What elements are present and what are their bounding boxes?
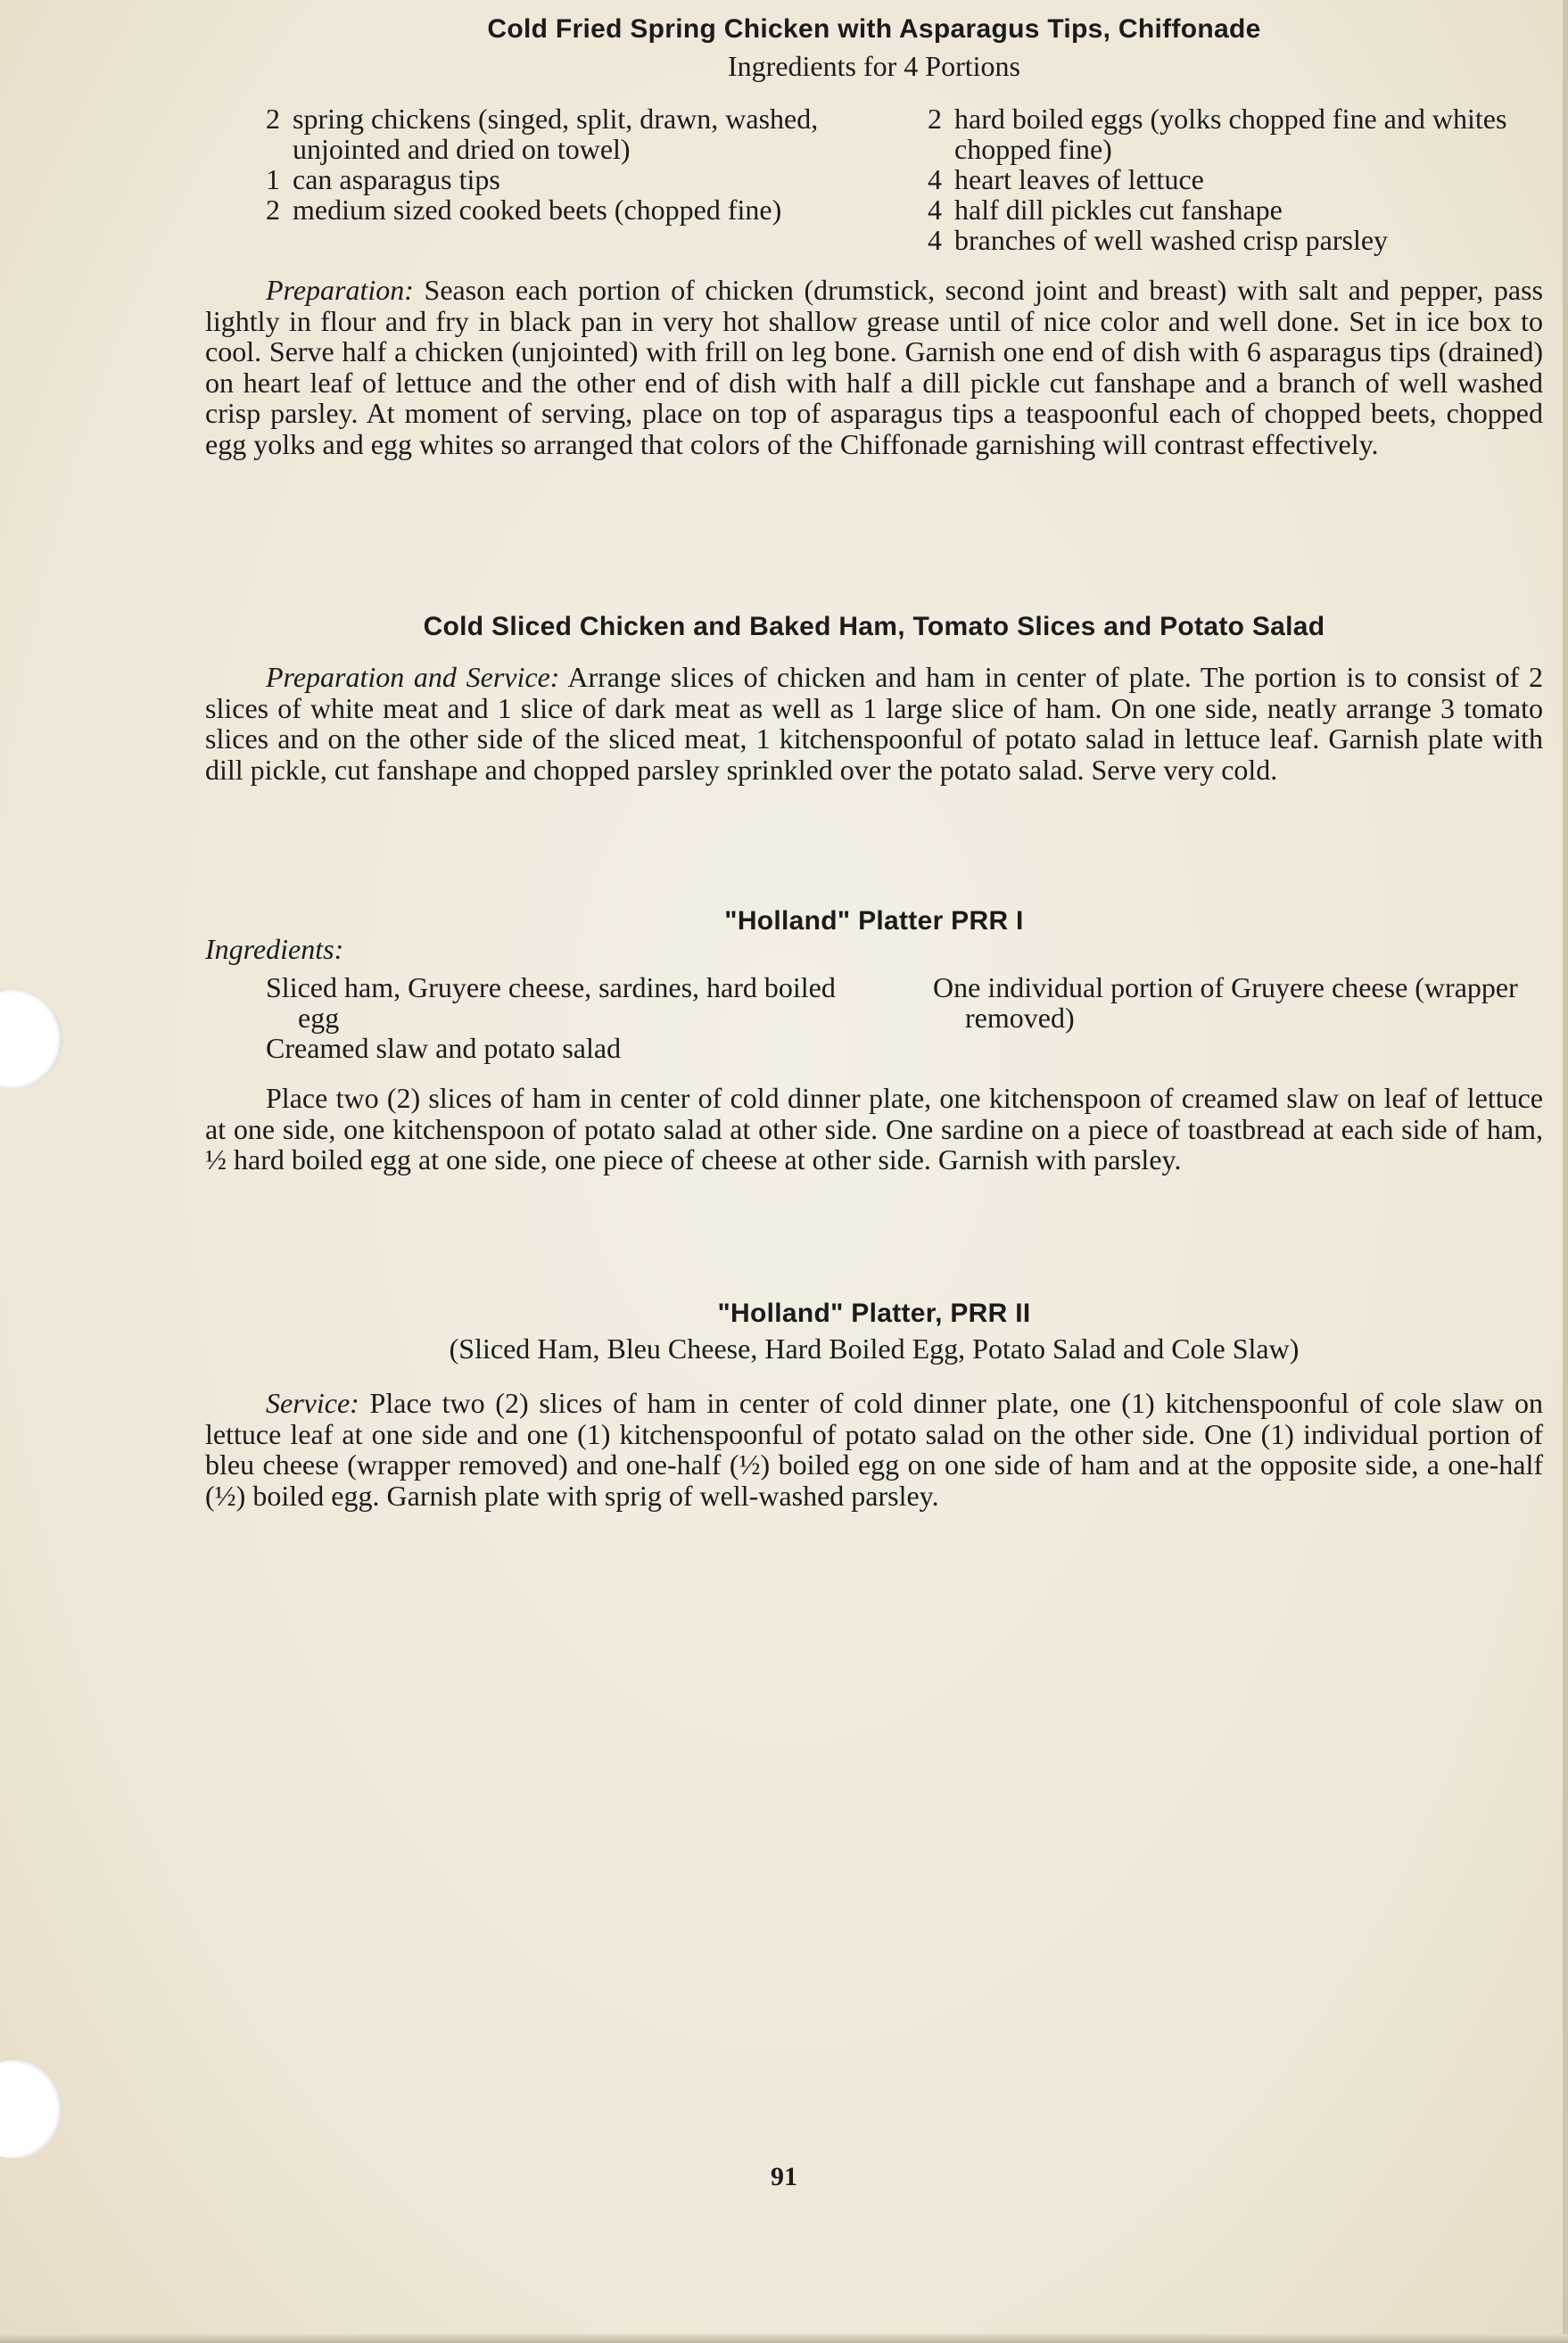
punch-hole-upper xyxy=(0,990,62,1088)
ingredients-right-column xyxy=(928,103,1552,255)
recipe-3-ingredients-left xyxy=(266,972,881,1063)
ingredient-item: One individual portion of Gruyere cheese (wrapper removed) xyxy=(933,971,1518,1034)
preparation-text: Season each portion of chicken (drumstick, second joint and breast) with salt and pepper, pass lightly in flour and fry in black pan in very hot shallow grease until of nice color and well done. Set in ice box to cool. Serve half a chicken (unjointed) with frill on leg bone. Garnish one end of dish with 6 asparagus tips (drained) on heart leaf of lettuce and the other end of dish with half a dill pickle cut fanshape and a branch of well washed crisp parsley. At moment of serving, place on top of asparagus tips a teaspoonful each of chopped beets, chopped egg yolks and egg whites so arranged that colors of the Chiffonade garnishing will contrast effectively. xyxy=(205,274,1543,460)
page-number: 91 xyxy=(771,2162,797,2191)
preparation-label: Preparation: xyxy=(266,274,414,306)
ingredient-item: Sliced ham, Gruyere cheese, sardines, hard boiled egg xyxy=(266,971,836,1034)
ingredient-item: 2 medium sized cooked beets (chopped fine) xyxy=(266,194,782,226)
service-text: Place two (2) slices of ham in center of cold dinner plate, one (1) kitchenspoonful of cole slaw on lettuce leaf at one side and one (1) kitchenspoonful of potato salad on the other side. One (1) individual portion of bleu cheese (wrapper removed) and one-half (½) boiled egg on one side of ham and at the opposite side, a one-half (½) boiled egg. Garnish plate with sprig of well-washed parsley. xyxy=(205,1387,1544,1512)
page-bottom-edge xyxy=(0,2334,1568,2343)
ingredient-item: 2 spring chickens (singed, split, drawn, washed, unjointed and dried on towel) xyxy=(266,103,819,165)
ingredients-left-column xyxy=(266,103,872,225)
recipe-2-title: Cold Sliced Chicken and Baked Ham, Tomato Slices and Potato Salad xyxy=(423,612,1325,641)
punch-hole-lower xyxy=(0,2060,62,2158)
ingredient-item: 4 heart leaves of lettuce xyxy=(928,163,1204,195)
ingredients-label: Ingredients: xyxy=(205,933,344,965)
preparation-label: Preparation and Service: xyxy=(266,661,560,693)
recipe-1-preparation xyxy=(205,275,1543,459)
ingredient-item: 4 branches of well washed crisp parsley xyxy=(928,224,1389,256)
preparation-text: Arrange slices of chicken and ham in center of plate. The portion is to consist of 2 slices of white meat and 1 slice of dark meat as well as 1 large slice of ham. On one side, neatly arrange 3 tomato slices and on the other side of the sliced meat, 1 kitchenspoonful of potato salad in lettuce leaf. Garnish plate with dill pickle, cut fanshape and chopped parsley sprinkled over the potato salad. Serve very cold. xyxy=(205,661,1544,786)
recipe-2-preparation xyxy=(205,662,1543,785)
ingredient-item: Creamed slaw and potato salad xyxy=(266,1032,622,1064)
recipe-4-subtitle: (Sliced Ham, Bleu Cheese, Hard Boiled Egg, Potato Salad and Cole Slaw) xyxy=(449,1332,1300,1365)
recipe-3-ingredients-right xyxy=(933,972,1548,1033)
recipe-1-subtitle: Ingredients for 4 Portions xyxy=(728,50,1020,82)
page-edge xyxy=(1563,0,1568,2343)
service-label: Service: xyxy=(266,1387,359,1419)
recipe-4-service xyxy=(205,1388,1543,1511)
recipe-4-title: "Holland" Platter, PRR II xyxy=(717,1299,1031,1328)
recipe-3-instructions: Place two (2) slices of ham in center of cold dinner plate, one kitchenspoon of creamed slaw on leaf of lettuce at one side, one kitchenspoon of potato salad at other side. One sardine on a piece of toastbread at each side of ham, ½ hard boiled egg at one side, one piece of cheese at other side. Garnish with parsley. xyxy=(205,1082,1543,1176)
ingredient-item: 1 can asparagus tips xyxy=(266,163,500,195)
recipe-1-title: Cold Fried Spring Chicken with Asparagus Tips, Chiffonade xyxy=(487,14,1261,44)
recipe-3-title: "Holland" Platter PRR I xyxy=(724,906,1024,936)
ingredient-item: 4 half dill pickles cut fanshape xyxy=(928,194,1283,226)
ingredient-item: 2 hard boiled eggs (yolks chopped fine and whites chopped fine) xyxy=(928,103,1507,165)
